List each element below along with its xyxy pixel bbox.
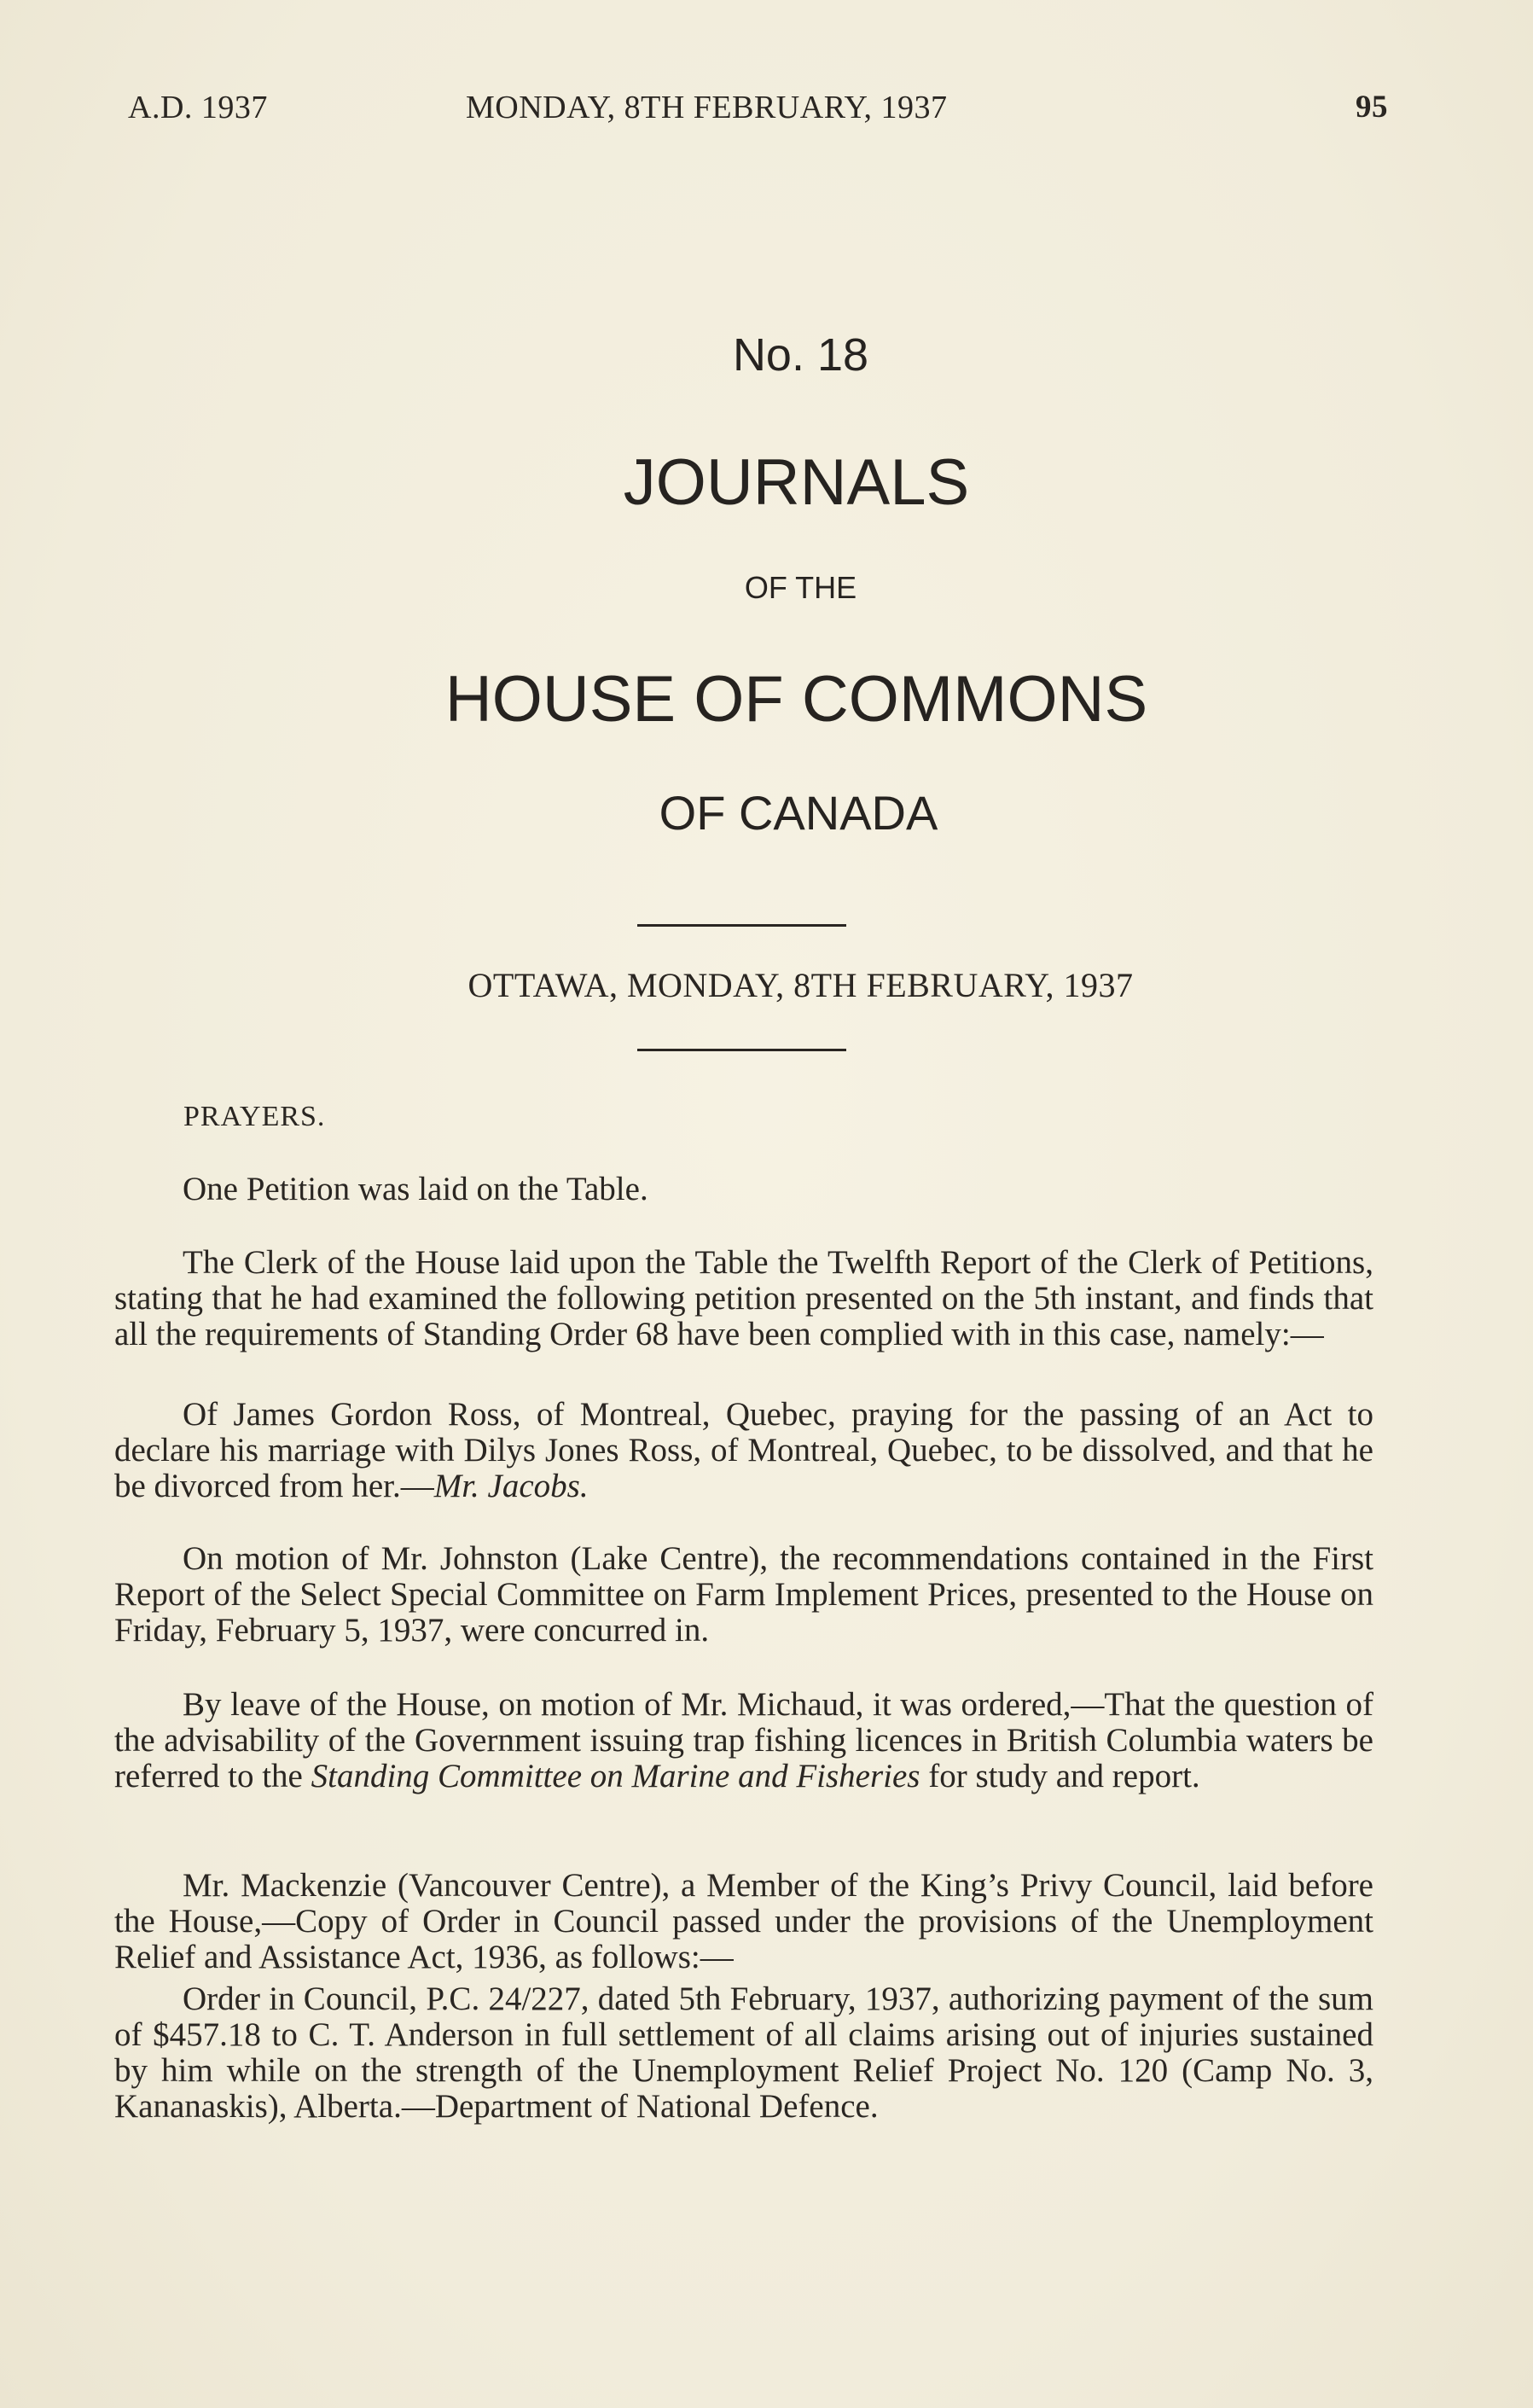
issue-number: No. 18 bbox=[732, 329, 869, 381]
title-of-the: OF THE bbox=[744, 570, 857, 605]
ross-petition-member: Mr. Jacobs. bbox=[433, 1468, 589, 1504]
ross-petition-text: Of James Gordon Ross, of Montreal, Quebec, praying for the passing of an Act to declare his marriage with Dilys Jones Ross, of Montreal, Quebec, to be dissolved, and that he be divorced from her.— bbox=[114, 1396, 1373, 1504]
michaud-motion-text: By leave of the House, on motion of Mr. Michaud, it was ordered,—That the question of the advisability of the Government issuing trap fishing licences in British Columbia waters be referred to the bbox=[114, 1686, 1373, 1794]
paragraph-mackenzie: Mr. Mackenzie (Vancouver Centre), a Member of the King’s Privy Council, laid before the House,—Copy of Order in Council passed under the provisions of the Unemployment Relief and Assistance Act, 1936, as follows:— bbox=[114, 1867, 1373, 1975]
running-head bbox=[128, 89, 1388, 131]
divider-bottom bbox=[637, 1049, 846, 1051]
running-head-year: A.D. 1937 bbox=[128, 90, 268, 125]
title-of-canada: OF CANADA bbox=[659, 786, 938, 840]
paragraph-johnston-motion: On motion of Mr. Johnston (Lake Centre), the recommendations contained in the First Report of the Select Special Committee on Farm Implement Prices, presented to the House on Friday, February 5, 1937, were concurred in. bbox=[114, 1540, 1373, 1649]
page-number: 95 bbox=[1356, 90, 1388, 125]
michaud-motion-end: for study and report. bbox=[920, 1758, 1200, 1794]
michaud-committee-name: Standing Committee on Marine and Fisheries bbox=[311, 1758, 920, 1794]
paragraph-ross-petition bbox=[114, 1397, 1373, 1504]
prayers-heading: PRAYERS. bbox=[183, 1101, 326, 1132]
dateline: OTTAWA, MONDAY, 8TH FEBRUARY, 1937 bbox=[467, 966, 1134, 1004]
paragraph-clerk-report: The Clerk of the House laid upon the Table the Twelfth Report of the Clerk of Petitions, stating that he had examined the following petition presented on the 5th instant, and finds that all the requirements of Standing Order 68 have been complied with in this case, namely:— bbox=[114, 1244, 1373, 1352]
running-head-date: MONDAY, 8TH FEBRUARY, 1937 bbox=[466, 90, 948, 125]
title-journals: JOURNALS bbox=[623, 446, 970, 519]
paragraph-michaud-motion bbox=[114, 1687, 1373, 1794]
title-house-of-commons: HOUSE OF COMMONS bbox=[444, 663, 1148, 736]
divider-top bbox=[637, 924, 846, 927]
paragraph-order-in-council: Order in Council, P.C. 24/227, dated 5th February, 1937, authorizing payment of the sum of $457.18 to C. T. Anderson in full settlement of all claims arising out of injuries sustained by him while on the strength of the Unemployment Relief Project No. 120 (Camp No. 3, Kananaskis), Alberta.—Department of National Defence. bbox=[114, 1980, 1373, 2125]
paragraph-petition: One Petition was laid on the Table. bbox=[183, 1171, 648, 1207]
